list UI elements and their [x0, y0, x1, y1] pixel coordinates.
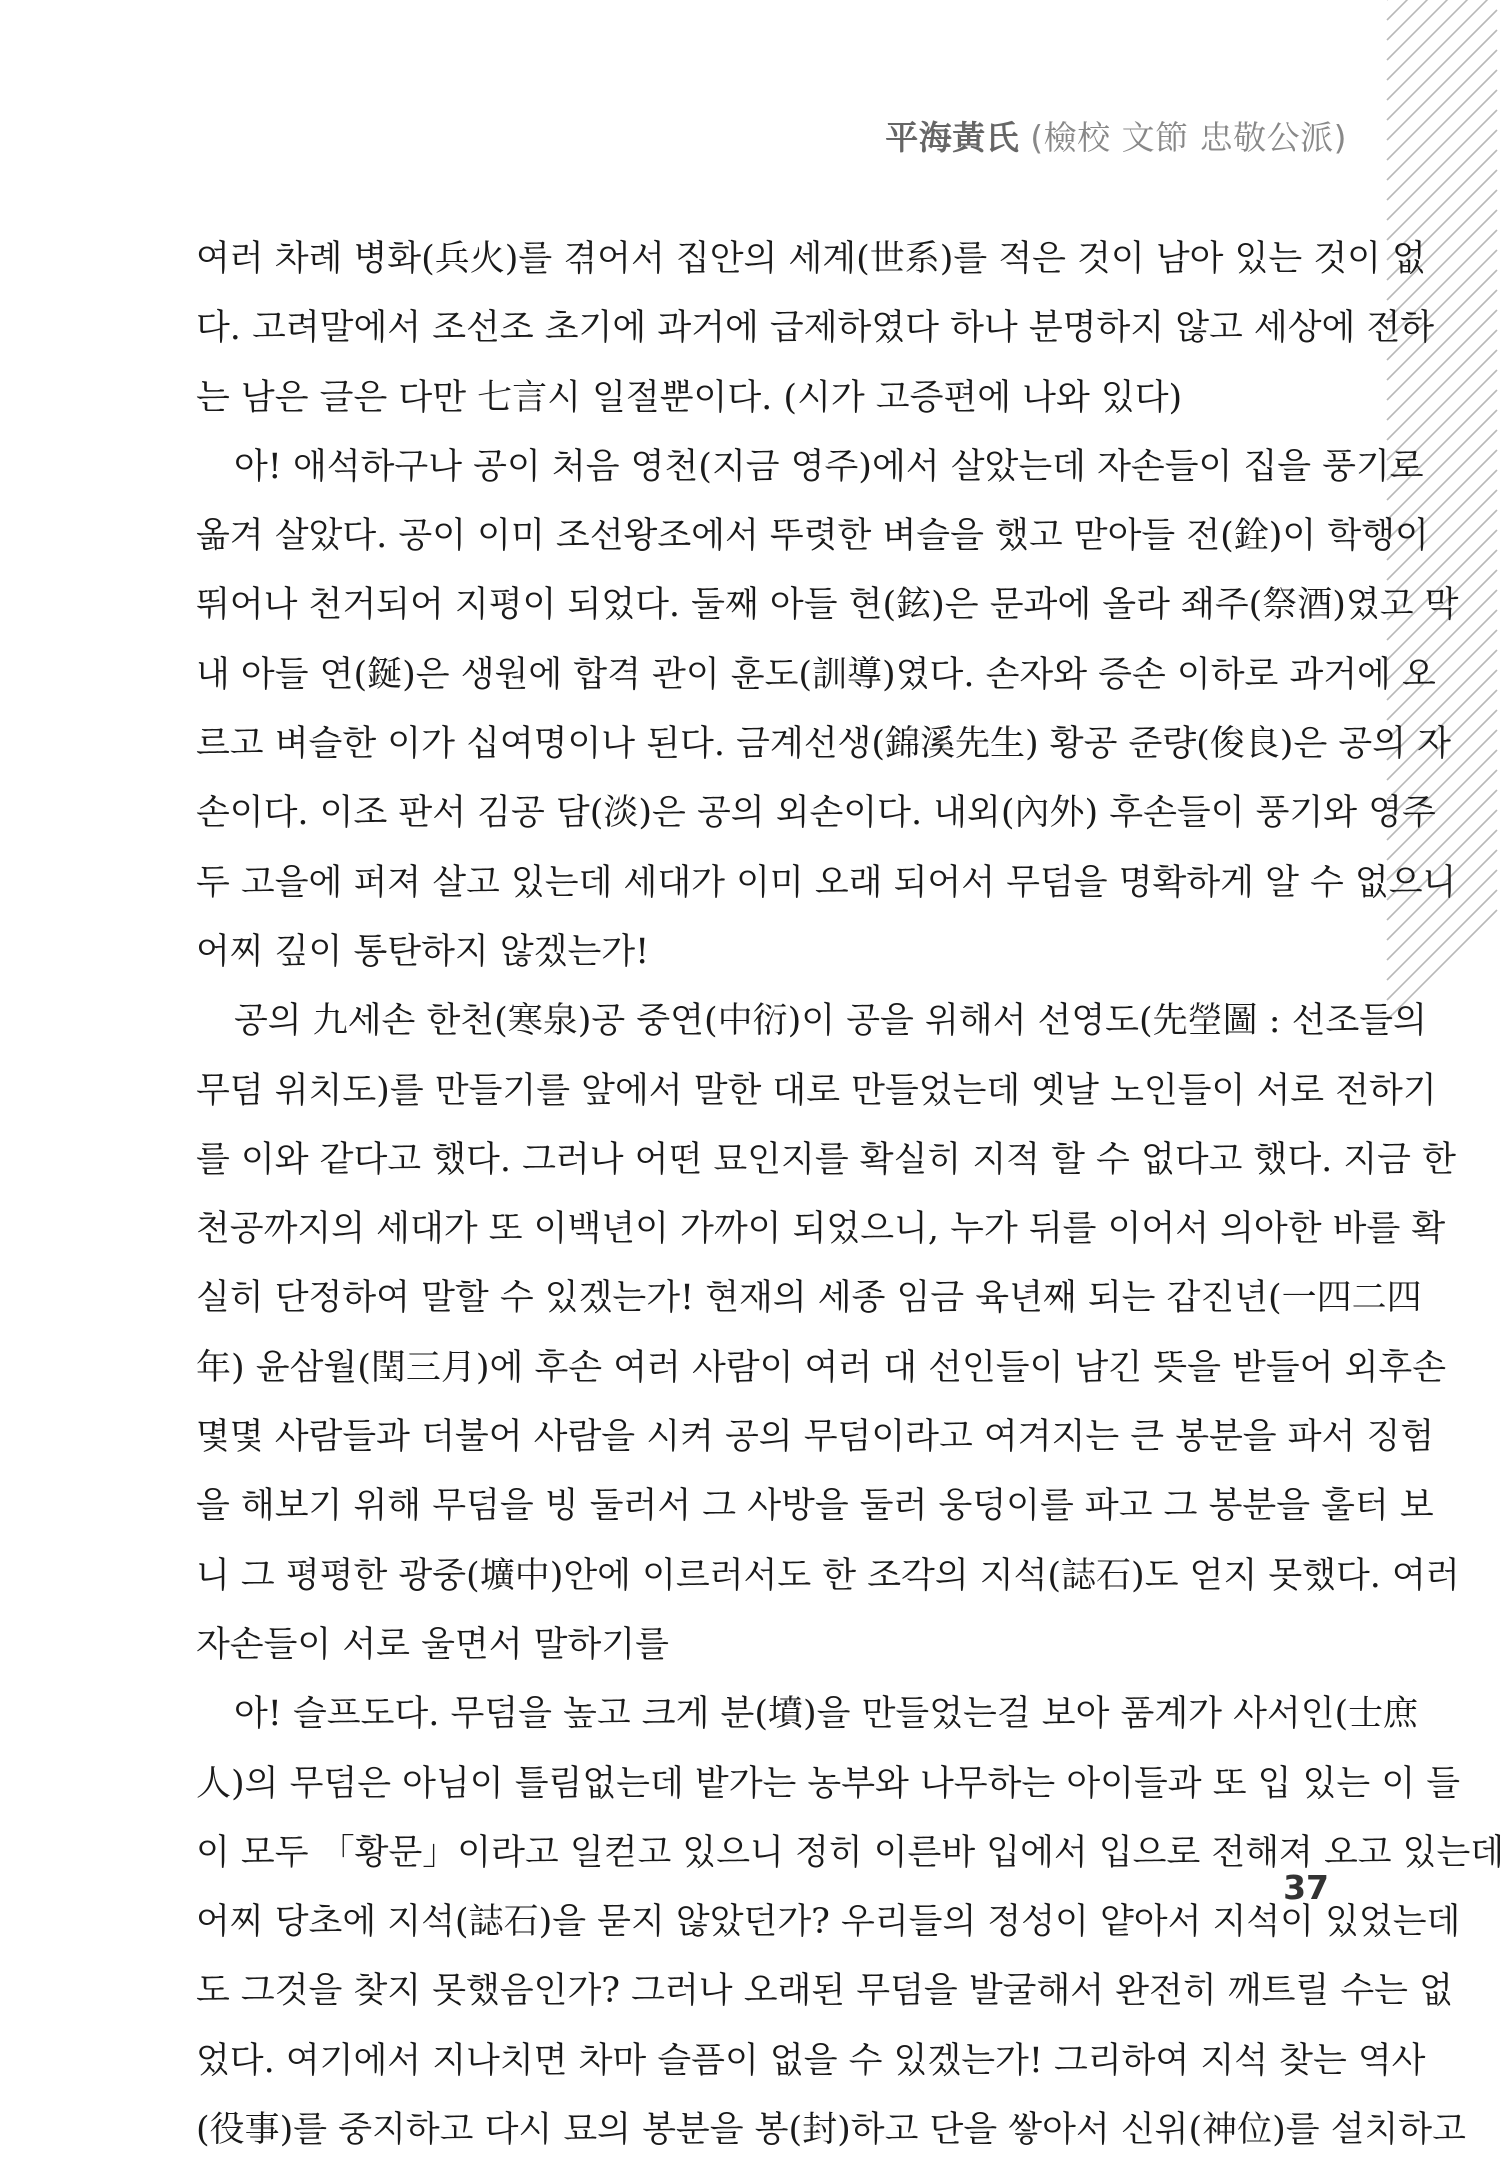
running-header	[885, 112, 1347, 159]
text-line: 뛰어나 천거되어 지평이 되었다. 둘째 아들 현(鉉)은 문과에 올라 좨주(祭酒)였고 막	[196, 585, 1459, 626]
text-line: 자손들이 서로 울면서 말하기를	[196, 1624, 669, 1665]
hatch-line	[1387, 0, 1497, 80]
text-line: 천공까지의 세대가 또 이백년이 가까이 되었으니, 누가 뒤를 이어서 의아한 바를 확	[196, 1209, 1446, 1250]
text-line: 도 그것을 찾지 못했음인가? 그러나 오래된 무덤을 발굴해서 완전히 깨트릴 수는 없	[196, 1971, 1453, 2012]
text-line: 다. 고려말에서 조선조 초기에 과거에 급제하였다 하나 분명하지 않고 세상에 전하	[196, 308, 1435, 349]
text-line: 年) 윤삼월(閏三月)에 후손 여러 사람이 여러 대 선인들이 남긴 뜻을 받들어 외후손	[196, 1347, 1447, 1388]
text-line: 었다. 여기에서 지나치면 차마 슬픔이 없을 수 있겠는가! 그리하여 지석 찾는 역사	[196, 2040, 1426, 2081]
text-line: 을 해보기 위해 무덤을 빙 둘러서 그 사방을 둘러 웅덩이를 파고 그 봉분을 훌터 보	[196, 1486, 1434, 1527]
text-line: 이 모두 「황문」이라고 일컫고 있으니 정히 이른바 입에서 입으로 전해져 오고 있는데	[196, 1832, 1504, 1873]
text-line: 르고 벼슬한 이가 십여명이나 된다. 금계선생(錦溪先生) 황공 준량(俊良)은 공의 자	[196, 724, 1451, 765]
text-line: 여러 차례 병화(兵火)를 겪어서 집안의 세계(世系)를 적은 것이 남아 있는 것이 없	[196, 239, 1426, 279]
text-line: 내 아들 연(鋋)은 생원에 합격 관이 훈도(訓導)였다. 손자와 증손 이하로 과거에 오	[196, 654, 1436, 695]
hatch-line	[1387, 70, 1497, 180]
text-line: 몇몇 사람들과 더불어 사람을 시켜 공의 무덤이라고 여겨지는 큰 봉분을 파서 징험	[196, 1417, 1435, 1458]
hatch-line	[1387, 90, 1497, 200]
hatch-line	[1387, 0, 1497, 60]
text-line: 어찌 당초에 지석(誌石)을 묻지 않았던가? 우리들의 정성이 얕아서 지석이 있었는데	[196, 1902, 1461, 1943]
hatch-line	[1387, 350, 1497, 460]
hatch-line	[1387, 130, 1497, 240]
text-line: 손이다. 이조 판서 김공 담(淡)은 공의 외손이다. 내외(內外) 후손들이 풍기와 영주	[196, 793, 1436, 834]
page-number: 37	[1283, 1868, 1329, 1907]
text-line: 옮겨 살았다. 공이 이미 조선왕조에서 뚜렷한 벼슬을 했고 맏아들 전(銓)이 학행이	[196, 516, 1429, 557]
text-line: 를 이와 같다고 했다. 그러나 어떤 묘인지를 확실히 지적 할 수 없다고 했다. 지금 한	[196, 1139, 1456, 1180]
header-subtitle: (檢校 文節 忠敬公派)	[1030, 118, 1347, 157]
text-line: (役事)를 중지하고 다시 묘의 봉분을 봉(封)하고 단을 쌓아서 신위(神位)를 설치하고	[196, 2110, 1466, 2151]
text-line: 두 고을에 퍼져 살고 있는데 세대가 이미 오래 되어서 무덤을 명확하게 알 수 없으니	[196, 862, 1457, 903]
header-title: 平海黃氏	[885, 118, 1020, 157]
text-line: 아! 슬프도다. 무덤을 높고 크게 분(墳)을 만들었는걸 보아 품계가 사서인(士庶	[234, 1694, 1419, 1735]
text-line: 공의 九세손 한천(寒泉)공 중연(中衍)이 공을 위해서 선영도(先塋圖 : 선조들의	[234, 1001, 1427, 1042]
text-line: 무덤 위치도)를 만들기를 앞에서 말한 대로 만들었는데 옛날 노인들이 서로 전하기	[196, 1070, 1437, 1111]
hatch-line	[1387, 110, 1497, 220]
hatch-line	[1387, 30, 1497, 140]
hatch-line	[1387, 10, 1497, 120]
hatch-line	[1387, 0, 1497, 20]
text-line: 니 그 평평한 광중(壙中)안에 이르러서도 한 조각의 지석(誌石)도 얻지 못했다. 여러	[196, 1555, 1460, 1596]
text-line: 어찌 깊이 통탄하지 않겠는가!	[196, 931, 650, 972]
text-line: 아! 애석하구나 공이 처음 영천(지금 영주)에서 살았는데 자손들이 집을 풍기로	[234, 446, 1424, 487]
hatch-line	[1387, 50, 1497, 160]
text-line: 는 남은 글은 다만 七言시 일절뿐이다. (시가 고증편에 나와 있다)	[196, 377, 1183, 418]
decorative-hatch-pattern	[1387, 0, 1497, 820]
hatch-line	[1387, 890, 1497, 1000]
text-line: 人)의 무덤은 아님이 틀림없는데 밭가는 농부와 나무하는 아이들과 또 입 있는 이 들	[196, 1763, 1461, 1804]
text-line: 실히 단정하여 말할 수 있겠는가! 현재의 세종 임금 육년째 되는 갑진년(一四二四	[196, 1278, 1422, 1319]
